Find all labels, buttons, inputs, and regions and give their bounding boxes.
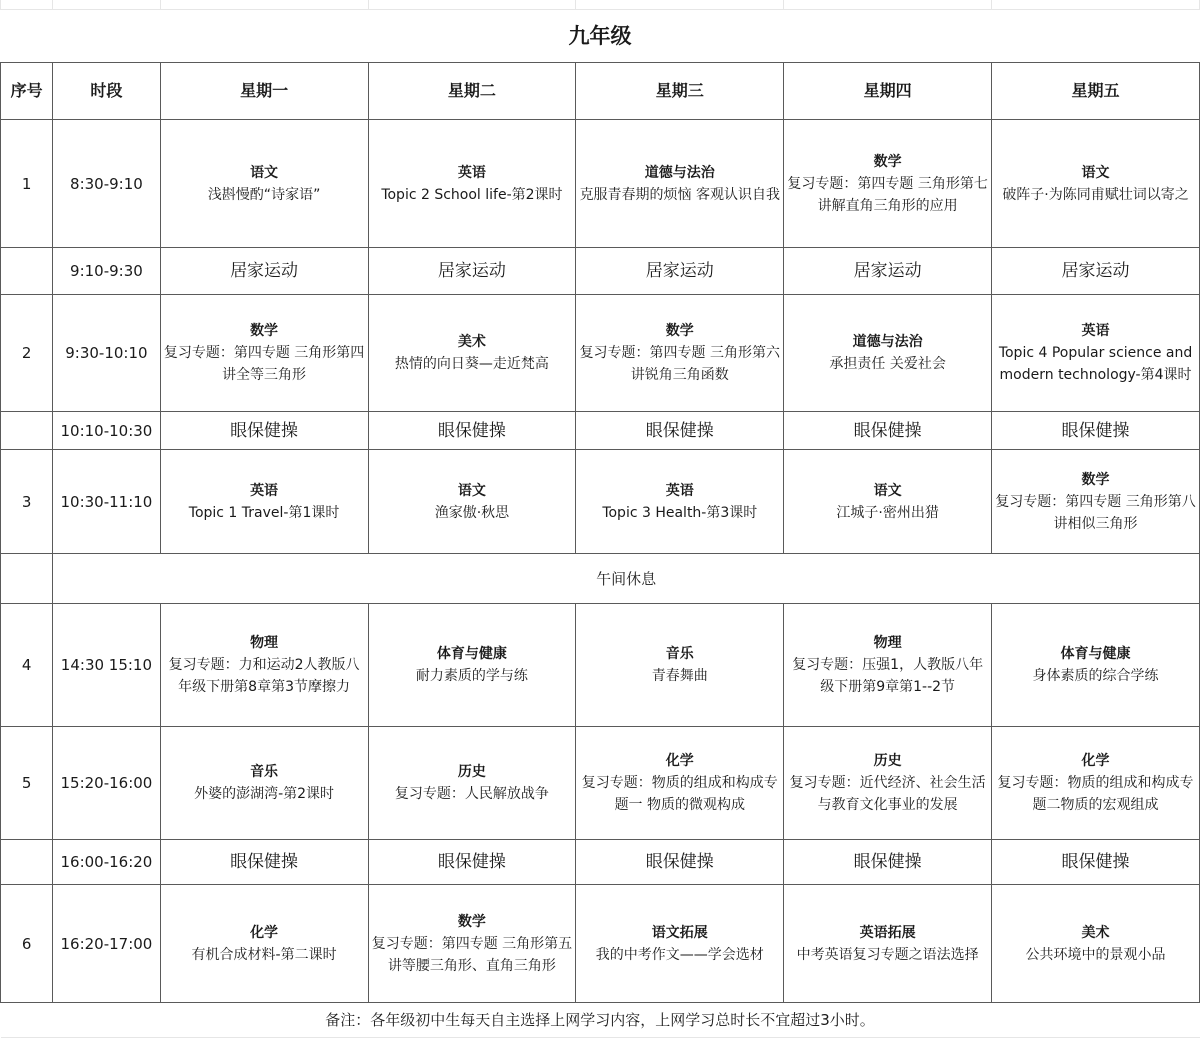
lesson-topic: 复习专题：人民解放战争	[394, 786, 549, 802]
class-cell	[576, 604, 784, 727]
lesson-topic: 江城子·密州出猎	[836, 504, 939, 521]
period-row	[1, 727, 1200, 840]
class-cell	[784, 604, 992, 727]
lesson-topic: 复习专题：第四专题 三角形第四讲全等三角形	[163, 345, 365, 383]
class-cell	[784, 450, 992, 554]
subject-name: 物理	[873, 635, 902, 651]
lesson-topic: 浅斟慢酌“诗家语”	[207, 186, 321, 203]
lesson-topic: 复习专题：第四专题 三角形第七讲解直角三角形的应用	[787, 175, 988, 214]
lesson-topic: 我的中考作文——学会选材	[595, 946, 764, 963]
subject-name: 道德与法治	[644, 164, 715, 181]
header-cell: 时段	[53, 63, 160, 120]
break-no-cell	[1, 248, 53, 295]
break-activity: 居家运动	[160, 248, 368, 295]
time-slot: 10:10-10:30	[53, 412, 160, 450]
lesson-topic: Topic 3 Health-第3课时	[602, 504, 758, 521]
break-activity: 居家运动	[784, 248, 992, 295]
subject-name: 化学	[1081, 753, 1110, 769]
lesson-topic: 复习专题：近代经济、社会生活与教育文化事业的发展	[789, 775, 986, 813]
subject-name: 体育与健康	[1060, 646, 1131, 662]
lesson-topic: Topic 2 School life-第2课时	[381, 186, 563, 203]
lesson-topic: 复习专题：第四专题 三角形第六讲锐角三角函数	[579, 345, 781, 383]
class-cell	[368, 727, 576, 840]
break-row	[1, 840, 1200, 885]
footnote: 备注：各年级初中生每天自主选择上网学习内容，上网学习总时长不宜超过3小时。	[1, 1003, 1200, 1038]
lesson-topic: 破阵子·为陈同甫赋壮词以寄之	[1002, 186, 1189, 203]
lunch-no-cell	[1, 554, 53, 604]
lunch-break-label: 午间休息	[53, 554, 1200, 604]
class-cell	[160, 120, 368, 248]
lunch-row	[1, 554, 1200, 604]
lesson-topic: 有机合成材料-第二课时	[191, 946, 337, 963]
break-activity: 居家运动	[368, 248, 576, 295]
class-cell	[368, 450, 576, 554]
subject-name: 数学	[665, 323, 694, 339]
time-slot: 8:30-9:10	[53, 120, 160, 248]
lesson-topic: 复习专题：物质的组成和构成专题一 物质的微观构成	[581, 775, 778, 813]
break-activity: 眼保健操	[368, 840, 576, 885]
class-cell	[368, 885, 576, 1003]
class-cell	[576, 450, 784, 554]
break-activity: 居家运动	[992, 248, 1200, 295]
class-cell	[992, 450, 1200, 554]
subject-name: 语文	[873, 482, 902, 499]
class-cell	[992, 885, 1200, 1003]
subject-name: 数学	[873, 153, 902, 170]
lesson-topic: Topic 4 Popular science and modern technology-第4课时	[998, 345, 1193, 383]
break-no-cell	[1, 840, 53, 885]
subject-name: 英语	[250, 482, 279, 499]
class-cell	[160, 885, 368, 1003]
class-cell	[992, 727, 1200, 840]
time-slot: 16:00-16:20	[53, 840, 160, 885]
subject-name: 语文	[1081, 164, 1110, 181]
lesson-topic: 青春舞曲	[651, 668, 708, 684]
break-activity: 眼保健操	[368, 412, 576, 450]
subject-name: 道德与法治	[852, 334, 923, 350]
class-cell	[160, 727, 368, 840]
subject-name: 英语	[457, 164, 486, 181]
period-number: 3	[1, 450, 53, 554]
period-number: 5	[1, 727, 53, 840]
subject-name: 物理	[250, 635, 279, 651]
subject-name: 美术	[457, 334, 486, 350]
page-title: 九年级	[1, 10, 1200, 63]
time-slot: 9:10-9:30	[53, 248, 160, 295]
subject-name: 历史	[873, 753, 902, 769]
break-row	[1, 248, 1200, 295]
lesson-topic: 复习专题：第四专题 三角形第八讲相似三角形	[995, 493, 1196, 532]
subject-name: 美术	[1081, 924, 1110, 941]
break-row	[1, 412, 1200, 450]
lesson-topic: 身体素质的综合学练	[1032, 668, 1159, 684]
subject-name: 音乐	[250, 764, 279, 780]
period-number: 1	[1, 120, 53, 248]
class-cell	[160, 604, 368, 727]
lesson-topic: 耐力素质的学与练	[415, 668, 528, 684]
break-activity: 眼保健操	[992, 840, 1200, 885]
top-grid-strip	[1, 0, 1200, 10]
subject-name: 语文	[457, 482, 486, 499]
period-number: 6	[1, 885, 53, 1003]
class-cell	[576, 120, 784, 248]
lesson-topic: 复习专题：物质的组成和构成专题二物质的宏观组成	[997, 775, 1194, 813]
header-cell: 星期二	[368, 63, 576, 120]
class-cell	[576, 727, 784, 840]
subject-name: 体育与健康	[436, 646, 507, 662]
lesson-topic: 热情的向日葵—走近梵高	[394, 356, 549, 372]
subject-name: 语文	[250, 164, 279, 181]
class-cell	[368, 120, 576, 248]
subject-name: 数学	[250, 323, 279, 339]
lesson-topic: 中考英语复习专题之语法选择	[796, 946, 979, 963]
break-activity: 眼保健操	[784, 840, 992, 885]
time-slot: 10:30-11:10	[53, 450, 160, 554]
period-row	[1, 450, 1200, 554]
class-cell	[784, 885, 992, 1003]
period-row	[1, 295, 1200, 412]
period-row	[1, 120, 1200, 248]
class-cell	[160, 450, 368, 554]
lesson-topic: 公共环境中的景观小品	[1025, 946, 1166, 963]
subject-name: 化学	[250, 924, 279, 941]
break-activity: 眼保健操	[576, 412, 784, 450]
subject-name: 音乐	[665, 646, 694, 662]
time-slot: 16:20-17:00	[53, 885, 160, 1003]
class-cell	[784, 295, 992, 412]
lesson-topic: Topic 1 Travel-第1课时	[188, 504, 340, 521]
subject-name: 英语拓展	[859, 924, 916, 941]
period-row	[1, 885, 1200, 1003]
subject-name: 历史	[457, 764, 486, 780]
lesson-topic: 复习专题：第四专题 三角形第五讲等腰三角形、直角三角形	[371, 935, 573, 974]
subject-name: 数学	[1081, 471, 1110, 488]
time-slot: 14:30 15:10	[53, 604, 160, 727]
class-cell	[368, 604, 576, 727]
lesson-topic: 复习专题：力和运动2人教版八年级下册第8章第3节摩擦力	[168, 657, 360, 695]
break-activity: 眼保健操	[992, 412, 1200, 450]
period-number: 4	[1, 604, 53, 727]
subject-name: 语文拓展	[651, 924, 708, 941]
class-cell	[992, 295, 1200, 412]
period-number: 2	[1, 295, 53, 412]
break-activity: 眼保健操	[784, 412, 992, 450]
header-cell: 星期三	[576, 63, 784, 120]
break-activity: 眼保健操	[160, 840, 368, 885]
time-slot: 15:20-16:00	[53, 727, 160, 840]
header-row	[1, 63, 1200, 120]
lesson-topic: 克服青春期的烦恼 客观认识自我	[579, 186, 781, 203]
header-cell: 星期一	[160, 63, 368, 120]
break-activity: 眼保健操	[160, 412, 368, 450]
subject-name: 英语	[1081, 323, 1110, 339]
class-cell	[160, 295, 368, 412]
period-row	[1, 604, 1200, 727]
class-cell	[784, 727, 992, 840]
lesson-topic: 外婆的澎湖湾-第2课时	[194, 786, 335, 802]
class-cell	[992, 120, 1200, 248]
class-cell	[576, 885, 784, 1003]
lesson-topic: 承担责任 关爱社会	[829, 356, 946, 372]
subject-name: 英语	[665, 482, 694, 499]
break-activity: 居家运动	[576, 248, 784, 295]
subject-name: 数学	[457, 913, 486, 930]
class-cell	[576, 295, 784, 412]
time-slot: 9:30-10:10	[53, 295, 160, 412]
header-cell: 星期五	[992, 63, 1200, 120]
subject-name: 化学	[665, 753, 694, 769]
lesson-topic: 渔家傲·秋思	[434, 504, 510, 521]
class-cell	[784, 120, 992, 248]
header-cell: 星期四	[784, 63, 992, 120]
class-cell	[368, 295, 576, 412]
header-cell: 序号	[1, 63, 53, 120]
break-activity: 眼保健操	[576, 840, 784, 885]
break-no-cell	[1, 412, 53, 450]
lesson-topic: 复习专题：压强1，人教版八年级下册第9章第1--2节	[792, 657, 984, 695]
note-row	[1, 1003, 1200, 1038]
class-cell	[992, 604, 1200, 727]
